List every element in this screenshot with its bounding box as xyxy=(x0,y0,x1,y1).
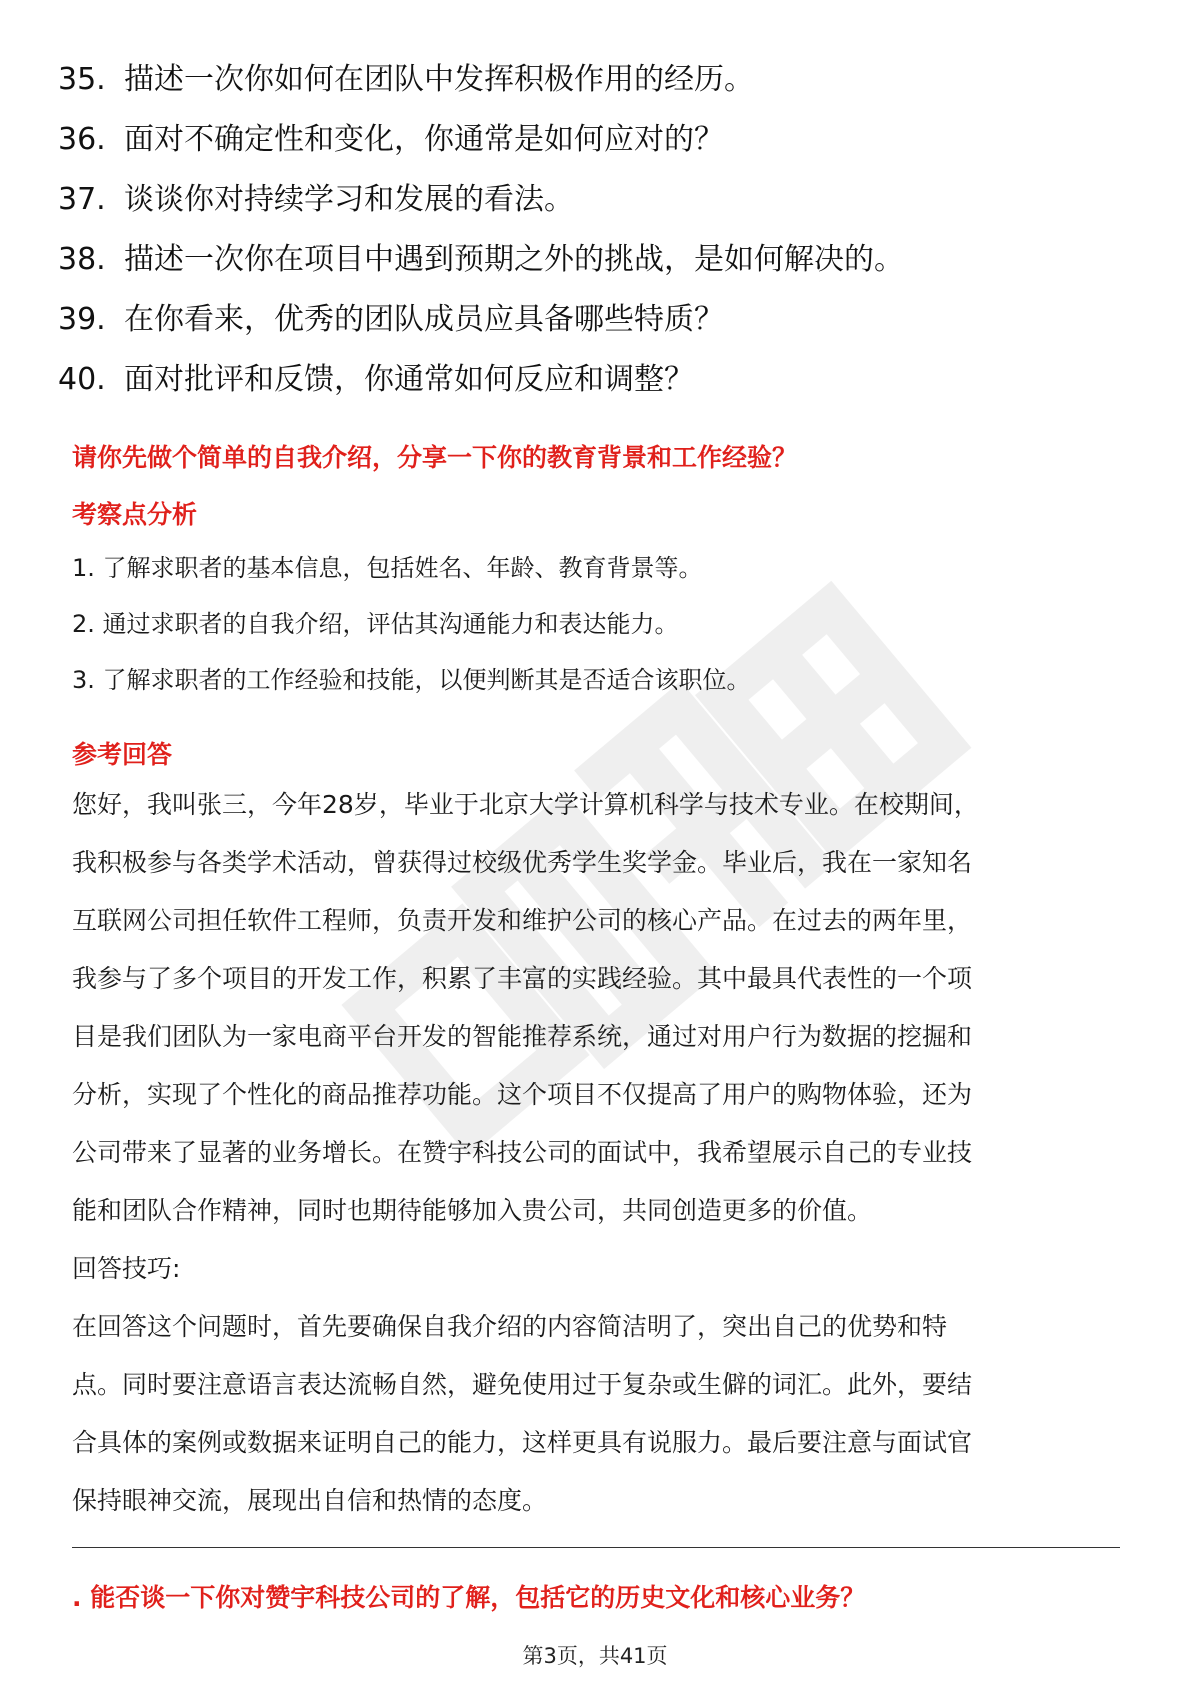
question-text: 在你看来，优秀的团队成员应具备哪些特质？ xyxy=(124,302,724,337)
question-item xyxy=(58,110,1138,170)
paragraph-line: 合具体的案例或数据来证明自己的能力，这样更具有说服力。最后要注意与面试官 xyxy=(72,1428,973,1457)
paragraph-line: 目是我们团队为一家电商平台开发的智能推荐系统，通过对用户行为数据的挖掘和 xyxy=(72,1022,973,1051)
analysis-point: 3. 了解求职者的工作经验和技能，以便判断其是否适合该职位。 xyxy=(72,666,751,694)
paragraph-line: 保持眼神交流，展现出自信和热情的态度。 xyxy=(72,1486,548,1515)
paragraph-line: 能和团队合作精神，同时也期待能够加入贵公司，共同创造更多的价值。 xyxy=(72,1196,873,1225)
question-item xyxy=(58,290,1138,350)
paragraph-line: 我积极参与各类学术活动，曾获得过校级优秀学生奖学金。毕业后，我在一家知名 xyxy=(72,848,973,877)
question-text: 描述一次你在项目中遇到预期之外的挑战，是如何解决的。 xyxy=(124,242,904,277)
page-footer: 第3页，共41页 xyxy=(522,1644,668,1668)
main-question-heading: 请你先做个简单的自我介绍，分享一下你的教育背景和工作经验？ xyxy=(72,443,798,472)
question-text: 面对不确定性和变化，你通常是如何应对的？ xyxy=(124,122,724,157)
analysis-points xyxy=(72,540,1132,708)
question-item xyxy=(58,350,1138,410)
question-text: 谈谈你对持续学习和发展的看法。 xyxy=(124,182,574,217)
question-text: 描述一次你如何在团队中发挥积极作用的经历。 xyxy=(124,62,754,97)
question-list xyxy=(58,50,1138,410)
analysis-title: 考察点分析 xyxy=(72,500,198,529)
question-item xyxy=(58,50,1138,110)
question-number: 38. xyxy=(58,242,106,277)
paragraph-line: 您好，我叫张三，今年28岁，毕业于北京大学计算机科学与技术专业。在校期间， xyxy=(72,790,979,819)
question-item xyxy=(58,230,1138,290)
question-number: 37. xyxy=(58,182,106,217)
question-item xyxy=(58,170,1138,230)
next-question-heading: . 能否谈一下你对赞宇科技公司的了解，包括它的历史文化和核心业务？ xyxy=(72,1583,866,1612)
paragraph-line: 分析，实现了个性化的商品推荐功能。这个项目不仅提高了用户的购物体验，还为 xyxy=(72,1080,973,1109)
reference-answer-title: 参考回答 xyxy=(72,740,173,769)
question-number: 39. xyxy=(58,302,106,337)
paragraph-line: 点。同时要注意语言表达流畅自然，避免使用过于复杂或生僻的词汇。此外，要结 xyxy=(72,1370,973,1399)
section-divider xyxy=(72,1547,1120,1548)
analysis-point: 1. 了解求职者的基本信息，包括姓名、年龄、教育背景等。 xyxy=(72,554,703,582)
paragraph-line: 公司带来了显著的业务增长。在赞宇科技公司的面试中，我希望展示自己的专业技 xyxy=(72,1138,973,1167)
question-number: 35. xyxy=(58,62,106,97)
question-text: 面对批评和反馈，你通常如何反应和调整？ xyxy=(124,362,694,397)
analysis-point: 2. 通过求职者的自我介绍，评估其沟通能力和表达能力。 xyxy=(72,610,679,638)
answer-tips-body xyxy=(72,1298,1132,1530)
reference-answer-body xyxy=(72,776,1132,1240)
question-number: 36. xyxy=(58,122,106,157)
answer-tips-label: 回答技巧: xyxy=(72,1254,181,1283)
paragraph-line: 互联网公司担任软件工程师，负责开发和维护公司的核心产品。在过去的两年里， xyxy=(72,906,973,935)
question-number: 40. xyxy=(58,362,106,397)
paragraph-line: 在回答这个问题时，首先要确保自我介绍的内容简洁明了，突出自己的优势和特 xyxy=(72,1312,948,1341)
paragraph-line: 我参与了多个项目的开发工作，积累了丰富的实践经验。其中最具代表性的一个项 xyxy=(72,964,973,993)
